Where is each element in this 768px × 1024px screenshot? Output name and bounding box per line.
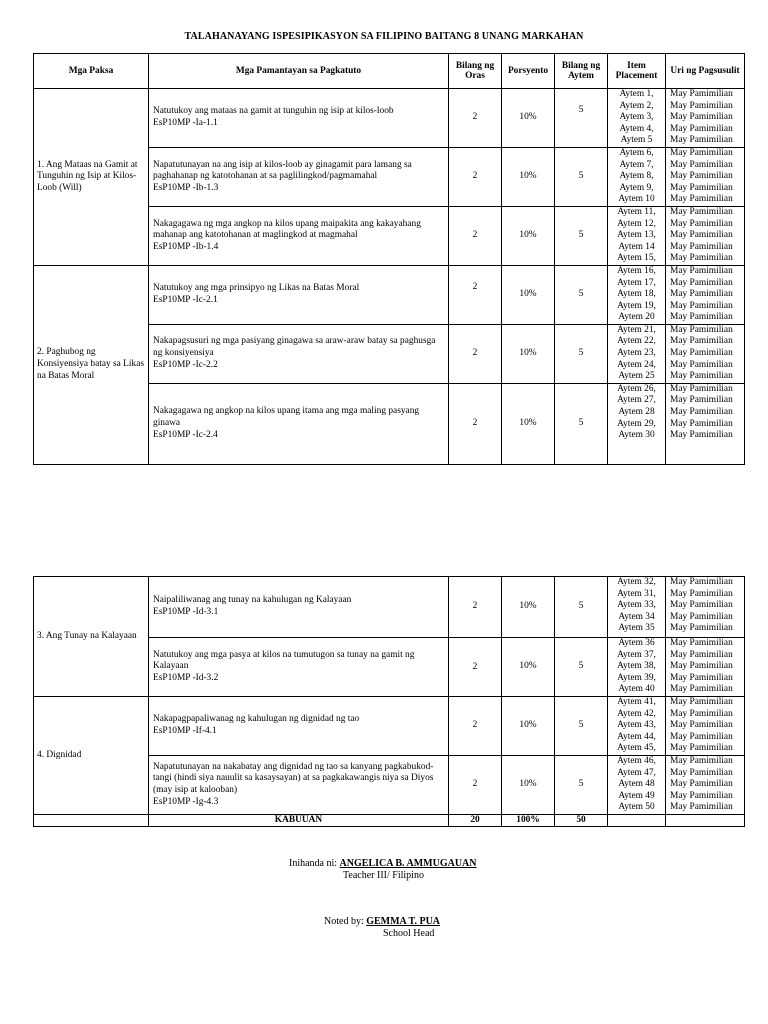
- competency-cell: [149, 577, 449, 638]
- test-type-entry: May Pamimilian: [670, 577, 733, 587]
- test-type-entry: May Pamimilian: [670, 430, 733, 441]
- competency-text: Natutukoy ang mga pasya at kilos na tumutugon sa tunay na gamit ng Kalayaan: [153, 649, 415, 672]
- header-aytem: Bilang ng Aytem: [555, 54, 608, 89]
- table-row: [34, 577, 745, 638]
- test-type-entry: May Pamimilian: [670, 743, 733, 754]
- test-type-entry: May Pamimilian: [670, 611, 733, 622]
- test-type-entry: May Pamimilian: [670, 112, 733, 123]
- test-type-cell: [666, 697, 745, 756]
- test-type-entry: May Pamimilian: [670, 348, 733, 359]
- total-empty-cell: [34, 814, 149, 826]
- prepared-by-block: [0, 858, 768, 881]
- competency-cell: [149, 638, 449, 697]
- test-type-cell: [666, 755, 745, 814]
- item-placement-entry: Aytem 11,: [617, 206, 656, 217]
- item-placement-entry: Aytem 3,: [619, 112, 654, 123]
- item-placement-entry: Aytem 38,: [617, 661, 656, 672]
- document-title: TALAHANAYANG ISPESIPIKASYON SA FILIPINO BAITANG 8 UNANG MARKAHAN: [184, 31, 584, 42]
- placement-cell: [608, 577, 666, 638]
- competency-code: EsP10MP -Ib-1.3: [153, 182, 219, 193]
- item-placement-entry: Aytem 50: [618, 802, 655, 813]
- item-placement-entry: Aytem 18,: [617, 289, 656, 300]
- test-type-entry: May Pamimilian: [670, 277, 733, 288]
- item-placement-entry: Aytem 45,: [617, 743, 656, 754]
- item-placement-entry: Aytem 22,: [617, 336, 656, 347]
- test-type-entry: May Pamimilian: [670, 383, 733, 394]
- placement-cell: [608, 89, 666, 148]
- header-pamantayan: Mga Pamantayan sa Pagkatuto: [149, 54, 449, 89]
- placement-cell: [608, 206, 666, 265]
- hours-cell: 2: [449, 755, 502, 814]
- specification-table-part-2: [33, 576, 745, 827]
- competency-code: EsP10MP -Id-3.1: [153, 607, 219, 617]
- placement-cell: [608, 697, 666, 756]
- placement-cell: [608, 638, 666, 697]
- test-type-entry: May Pamimilian: [670, 720, 733, 731]
- noted-by-label: Noted by:: [324, 916, 364, 927]
- percent-cell: 10%: [502, 206, 555, 265]
- item-placement-entry: Aytem 47,: [617, 767, 656, 778]
- competency-text: Nakapagsusuri ng mga pasiyang ginagawa sa araw-araw batay sa paghusga ng konsiyensiya: [153, 336, 436, 359]
- test-type-cell: [666, 265, 745, 324]
- header-oras: Bilang ng Oras: [449, 54, 502, 89]
- item-placement-entry: Aytem 8,: [619, 171, 654, 182]
- test-type-entry: May Pamimilian: [670, 672, 733, 683]
- items-count-cell: 5: [555, 577, 608, 638]
- test-type-entry: May Pamimilian: [670, 359, 733, 370]
- placement-cell: [608, 324, 666, 383]
- competency-code: EsP10MP -Ic-2.2: [153, 359, 218, 370]
- topic-cell: 2. Paghubog ng Konsiyensiya batay sa Likas na Batas Moral: [34, 265, 149, 464]
- item-placement-entry: Aytem 32,: [617, 577, 656, 587]
- items-count-cell: 5: [555, 206, 608, 265]
- total-row: [34, 814, 745, 826]
- item-placement-entry: Aytem 7,: [619, 159, 654, 170]
- test-type-entry: May Pamimilian: [670, 395, 733, 406]
- item-placement-entry: Aytem 4,: [619, 123, 654, 134]
- percent-cell: 10%: [502, 324, 555, 383]
- test-type-entry: May Pamimilian: [670, 89, 733, 99]
- test-type-entry: May Pamimilian: [670, 135, 733, 146]
- item-placement-entry: Aytem 40: [618, 684, 655, 695]
- competency-text: Natutukoy ang mataas na gamit at tunguhin ng isip at kilos-loob: [153, 106, 394, 117]
- item-placement-entry: Aytem 16,: [617, 265, 656, 276]
- test-type-entry: May Pamimilian: [670, 802, 733, 813]
- total-percent: 100%: [502, 814, 555, 826]
- test-type-cell: [666, 638, 745, 697]
- placement-cell: [608, 383, 666, 464]
- competency-cell: [149, 697, 449, 756]
- item-placement-entry: Aytem 23,: [617, 348, 656, 359]
- items-count-cell: 5: [555, 755, 608, 814]
- placement-cell: [608, 265, 666, 324]
- item-placement-entry: Aytem 25: [618, 371, 655, 382]
- competency-text: Nakagagawa ng mga angkop na kilos upang maipakita ang kakayahang mahanap ang katotohanan at maglingkod at magmahal: [153, 218, 421, 241]
- test-type-entry: May Pamimilian: [670, 790, 733, 801]
- competency-code: EsP10MP -Ic-2.1: [153, 294, 218, 305]
- competency-cell: [149, 324, 449, 383]
- test-type-entry: May Pamimilian: [670, 336, 733, 347]
- item-placement-entry: Aytem 1,: [619, 89, 654, 99]
- test-type-entry: May Pamimilian: [670, 588, 733, 599]
- percent-cell: 10%: [502, 89, 555, 148]
- topic-cell: 3. Ang Tunay na Kalayaan: [34, 577, 149, 697]
- hours-cell: 2: [449, 697, 502, 756]
- table-row: [34, 265, 745, 324]
- test-type-entry: May Pamimilian: [670, 600, 733, 611]
- item-placement-entry: Aytem 14: [618, 241, 655, 252]
- item-placement-entry: Aytem 31,: [617, 588, 656, 599]
- test-type-entry: May Pamimilian: [670, 289, 733, 300]
- percent-cell: 10%: [502, 383, 555, 464]
- test-type-entry: May Pamimilian: [670, 324, 733, 335]
- hours-cell: 2: [449, 383, 502, 464]
- percent-cell: 10%: [502, 147, 555, 206]
- total-label: KABUUAN: [149, 814, 449, 826]
- table-header-row: [34, 54, 745, 89]
- item-placement-entry: Aytem 43,: [617, 720, 656, 731]
- noted-by-block: [0, 916, 768, 939]
- competency-text: Nakapagpapaliwanag ng kahulugan ng dignidad ng tao: [153, 714, 360, 725]
- competency-code: EsP10MP -Ia-1.1: [153, 117, 218, 128]
- header-uri: Uri ng Pagsusulit: [666, 54, 745, 89]
- test-type-entry: May Pamimilian: [670, 230, 733, 241]
- item-placement-entry: Aytem 35: [618, 623, 655, 634]
- test-type-entry: May Pamimilian: [670, 418, 733, 429]
- test-type-entry: May Pamimilian: [670, 731, 733, 742]
- item-placement-entry: Aytem 2,: [619, 100, 654, 111]
- hours-cell: 2: [449, 265, 502, 324]
- item-placement-entry: Aytem 48: [618, 779, 655, 790]
- competency-code: EsP10MP -Ic-2.4: [153, 429, 218, 440]
- items-count-cell: 5: [555, 89, 608, 148]
- hours-cell: 2: [449, 89, 502, 148]
- item-placement-entry: Aytem 49: [618, 790, 655, 801]
- item-placement-entry: Aytem 5: [620, 135, 653, 146]
- item-placement-entry: Aytem 26,: [617, 383, 656, 394]
- test-type-cell: [666, 206, 745, 265]
- prepared-by-label: Inihanda ni:: [289, 858, 338, 869]
- total-items: 50: [555, 814, 608, 826]
- test-type-entry: May Pamimilian: [670, 194, 733, 205]
- competency-text: Napatutunayan na ang isip at kilos-loob ay ginagamit para lamang sa paghahanap ng katotohanan at sa paglilingkod/pagmamahal: [153, 159, 412, 182]
- specification-table-part-1: [33, 53, 745, 465]
- prepared-by-position: Teacher III/ Filipino: [343, 869, 424, 881]
- total-hours: 20: [449, 814, 502, 826]
- test-type-entry: May Pamimilian: [670, 241, 733, 252]
- placement-cell: [608, 147, 666, 206]
- test-type-entry: May Pamimilian: [670, 638, 733, 648]
- total-empty-cell: [608, 814, 666, 826]
- competency-cell: [149, 147, 449, 206]
- topic-cell: 4. Dignidad: [34, 697, 149, 815]
- competency-text: Natutukoy ang mga prinsipyo ng Likas na Batas Moral: [153, 283, 360, 294]
- test-type-entry: May Pamimilian: [670, 371, 733, 382]
- test-type-entry: May Pamimilian: [670, 779, 733, 790]
- item-placement-entry: Aytem 20: [618, 312, 655, 323]
- test-type-entry: May Pamimilian: [670, 623, 733, 634]
- header-porsyento: Porsyento: [502, 54, 555, 89]
- test-type-cell: [666, 89, 745, 148]
- item-placement-entry: Aytem 10: [618, 194, 655, 205]
- item-placement-entry: Aytem 36: [618, 638, 655, 648]
- test-type-entry: May Pamimilian: [670, 253, 733, 264]
- competency-cell: [149, 206, 449, 265]
- prepared-by-name: ANGELICA B. AMMUGAUAN: [339, 858, 477, 869]
- hours-cell: 2: [449, 324, 502, 383]
- item-placement-entry: Aytem 17,: [617, 277, 656, 288]
- test-type-entry: May Pamimilian: [670, 182, 733, 193]
- noted-by-name: GEMMA T. PUA: [366, 916, 441, 927]
- noted-by-position: School Head: [383, 927, 435, 939]
- competency-cell: [149, 383, 449, 464]
- placement-cell: [608, 755, 666, 814]
- items-count-cell: 5: [555, 697, 608, 756]
- competency-code: EsP10MP -Ib-1.4: [153, 241, 219, 252]
- test-type-entry: May Pamimilian: [670, 697, 733, 707]
- item-placement-entry: Aytem 46,: [617, 755, 656, 766]
- test-type-cell: [666, 383, 745, 464]
- item-placement-entry: Aytem 41,: [617, 697, 656, 707]
- competency-text: Nakagagawa ng angkop na kilos upang itama ang mga maling pasyang ginawa: [153, 406, 420, 429]
- percent-cell: 10%: [502, 577, 555, 638]
- table-row: [34, 89, 745, 148]
- test-type-entry: May Pamimilian: [670, 300, 733, 311]
- test-type-entry: May Pamimilian: [670, 708, 733, 719]
- item-placement-entry: Aytem 33,: [617, 600, 656, 611]
- test-type-entry: May Pamimilian: [670, 218, 733, 229]
- test-type-entry: May Pamimilian: [670, 755, 733, 766]
- competency-cell: [149, 89, 449, 148]
- test-type-entry: May Pamimilian: [670, 684, 733, 695]
- item-placement-entry: Aytem 15,: [617, 253, 656, 264]
- topic-cell: 1. Ang Mataas na Gamit at Tunguhin ng Isip at Kilos-Loob (Will): [34, 89, 149, 266]
- item-placement-entry: Aytem 6,: [619, 147, 654, 158]
- test-type-entry: May Pamimilian: [670, 265, 733, 276]
- test-type-entry: May Pamimilian: [670, 407, 733, 418]
- item-placement-entry: Aytem 44,: [617, 731, 656, 742]
- percent-cell: 10%: [502, 265, 555, 324]
- table-row: [34, 697, 745, 756]
- competency-code: EsP10MP -If-4.1: [153, 725, 217, 736]
- test-type-entry: May Pamimilian: [670, 312, 733, 323]
- item-placement-entry: Aytem 13,: [617, 230, 656, 241]
- item-placement-entry: Aytem 37,: [617, 649, 656, 660]
- competency-cell: [149, 755, 449, 814]
- items-count-cell: 5: [555, 265, 608, 324]
- test-type-entry: May Pamimilian: [670, 159, 733, 170]
- items-count-cell: 5: [555, 638, 608, 697]
- percent-cell: 10%: [502, 697, 555, 756]
- test-type-cell: [666, 147, 745, 206]
- competency-code: EsP10MP -Id-3.2: [153, 672, 219, 683]
- items-count-cell: 5: [555, 383, 608, 464]
- percent-cell: 10%: [502, 755, 555, 814]
- competency-cell: [149, 265, 449, 324]
- item-placement-entry: Aytem 39,: [617, 672, 656, 683]
- item-placement-entry: Aytem 27,: [617, 395, 656, 406]
- item-placement-entry: Aytem 28: [618, 407, 655, 418]
- hours-cell: 2: [449, 147, 502, 206]
- total-empty-cell: [666, 814, 745, 826]
- test-type-cell: [666, 324, 745, 383]
- test-type-entry: May Pamimilian: [670, 767, 733, 778]
- percent-cell: 10%: [502, 638, 555, 697]
- item-placement-entry: Aytem 30: [618, 430, 655, 441]
- header-paksa: Mga Paksa: [34, 54, 149, 89]
- item-placement-entry: Aytem 12,: [617, 218, 656, 229]
- test-type-entry: May Pamimilian: [670, 649, 733, 660]
- item-placement-entry: Aytem 9,: [619, 182, 654, 193]
- items-count-cell: 5: [555, 147, 608, 206]
- item-placement-entry: Aytem 42,: [617, 708, 656, 719]
- test-type-entry: May Pamimilian: [670, 123, 733, 134]
- item-placement-entry: Aytem 21,: [617, 324, 656, 335]
- competency-code: EsP10MP -Ig-4.3: [153, 796, 219, 807]
- header-placement: Item Placement: [608, 54, 666, 89]
- test-type-entry: May Pamimilian: [670, 147, 733, 158]
- competency-text: Napatutunayan na nakabatay ang dignidad ng tao sa kanyang pagkabukod-tangi (hindi siya nauulit sa kasaysayan) at sa pagkakawangis niya sa Diyos (may isip at kalooban): [153, 761, 434, 795]
- test-type-cell: [666, 577, 745, 638]
- competency-text: Naipaliliwanag ang tunay na kahulugan ng Kalayaan: [153, 595, 352, 606]
- hours-cell: 2: [449, 577, 502, 638]
- items-count-cell: 5: [555, 324, 608, 383]
- test-type-entry: May Pamimilian: [670, 661, 733, 672]
- hours-cell: 2: [449, 206, 502, 265]
- test-type-entry: May Pamimilian: [670, 100, 733, 111]
- test-type-entry: May Pamimilian: [670, 206, 733, 217]
- item-placement-entry: Aytem 24,: [617, 359, 656, 370]
- item-placement-entry: Aytem 29,: [617, 418, 656, 429]
- hours-cell: 2: [449, 638, 502, 697]
- item-placement-entry: Aytem 19,: [617, 300, 656, 311]
- test-type-entry: May Pamimilian: [670, 171, 733, 182]
- item-placement-entry: Aytem 34: [618, 611, 655, 622]
